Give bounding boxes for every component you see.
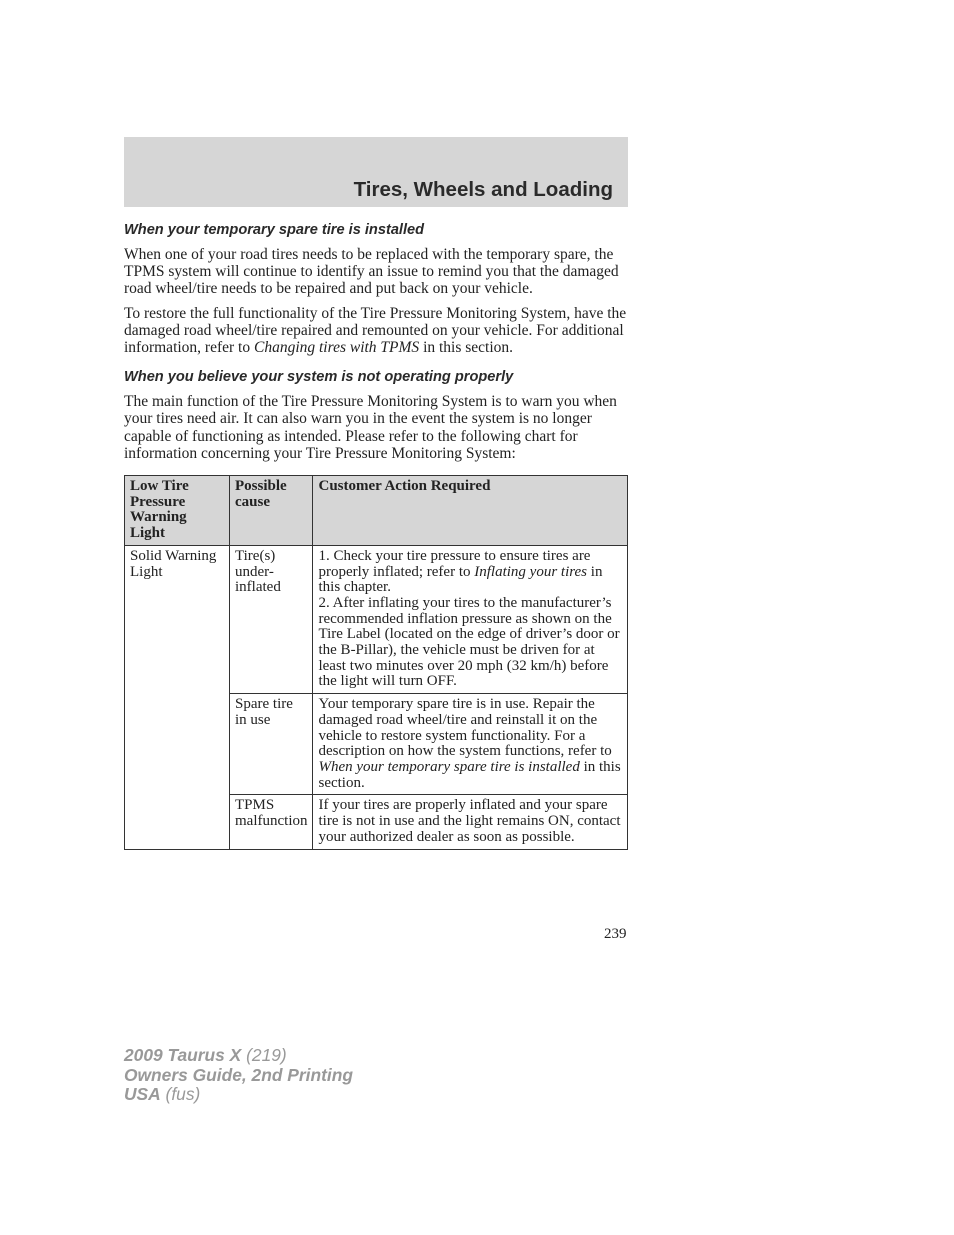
table-cell-action: Your temporary spare tire is in use. Repair the damaged road wheel/tire and reinstall it on the vehicle to restore system functionality. For a description on how the system functions, refer to When your temporary spare tire is installed in this section. — [313, 694, 628, 795]
table-cell-cause: Tire(s) under-inflated — [230, 545, 313, 693]
paragraph: To restore the full functionality of the Tire Pressure Monitoring System, have the damaged road wheel/tire repaired and remounted on your vehicle. For additional information, refer to Changing tires with TPMS in this section. — [124, 304, 627, 357]
chapter-header-band — [124, 137, 628, 207]
table-header-row — [125, 476, 628, 546]
table-row — [125, 545, 628, 693]
table-cell-action: If your tires are properly inflated and your spare tire is not in use and the light remains ON, contact your authorized dealer as soon as possible. — [313, 795, 628, 849]
paragraph: When one of your road tires needs to be replaced with the temporary spare, the TPMS system will continue to identify an issue to remind you that the damaged road wheel/tire needs to be repaired and put back on your vehicle. — [124, 246, 619, 298]
table-cell-cause: Spare tire in use — [230, 694, 313, 795]
column-header: Low Tire Pressure Warning Light — [125, 476, 230, 546]
footer-line: 2009 Taurus X (219) — [124, 1045, 287, 1065]
paragraph: The main function of the Tire Pressure Monitoring System is to warn you when your tires need air. It can also warn you in the event the system is no longer capable of functioning as intended. Please refer to the following chart for information concerning your Tire Pressure Monitoring System: — [124, 393, 617, 462]
column-header: Possible cause — [230, 476, 313, 546]
cross-reference: Inflating your tires — [474, 563, 588, 580]
tpms-chart-table — [124, 475, 628, 849]
cross-reference: When your temporary spare tire is installed — [318, 758, 580, 775]
document-footer — [124, 1046, 353, 1105]
page-number: 239 — [604, 926, 627, 942]
cross-reference: Changing tires with TPMS — [253, 339, 420, 357]
table-cell-cause: TPMS malfunction — [230, 795, 313, 849]
footer-line: USA (fus) — [124, 1084, 201, 1104]
column-header: Customer Action Required — [313, 476, 628, 546]
page-content — [124, 218, 628, 850]
table-cell-action: 1. Check your tire pressure to ensure tires are properly inflated; refer to Inflating your tires in this chapter. 2. After inflating your tires to the manufacturer’s recommended inflation pressure as shown on the Tire Label (located on the edge of driver’s door or the B-Pillar), the vehicle must be driven for at least two minutes over 20 mph (32 km/h) before the light will turn OFF. — [313, 545, 628, 693]
table-cell-light: Solid Warning Light — [125, 545, 230, 849]
section-heading-spare-installed: When your temporary spare tire is installed — [124, 222, 425, 238]
section-heading-not-operating: When you believe your system is not operating properly — [124, 369, 514, 386]
chapter-title: Tires, Wheels and Loading — [353, 178, 613, 201]
footer-line: Owners Guide, 2nd Printing — [124, 1064, 353, 1085]
